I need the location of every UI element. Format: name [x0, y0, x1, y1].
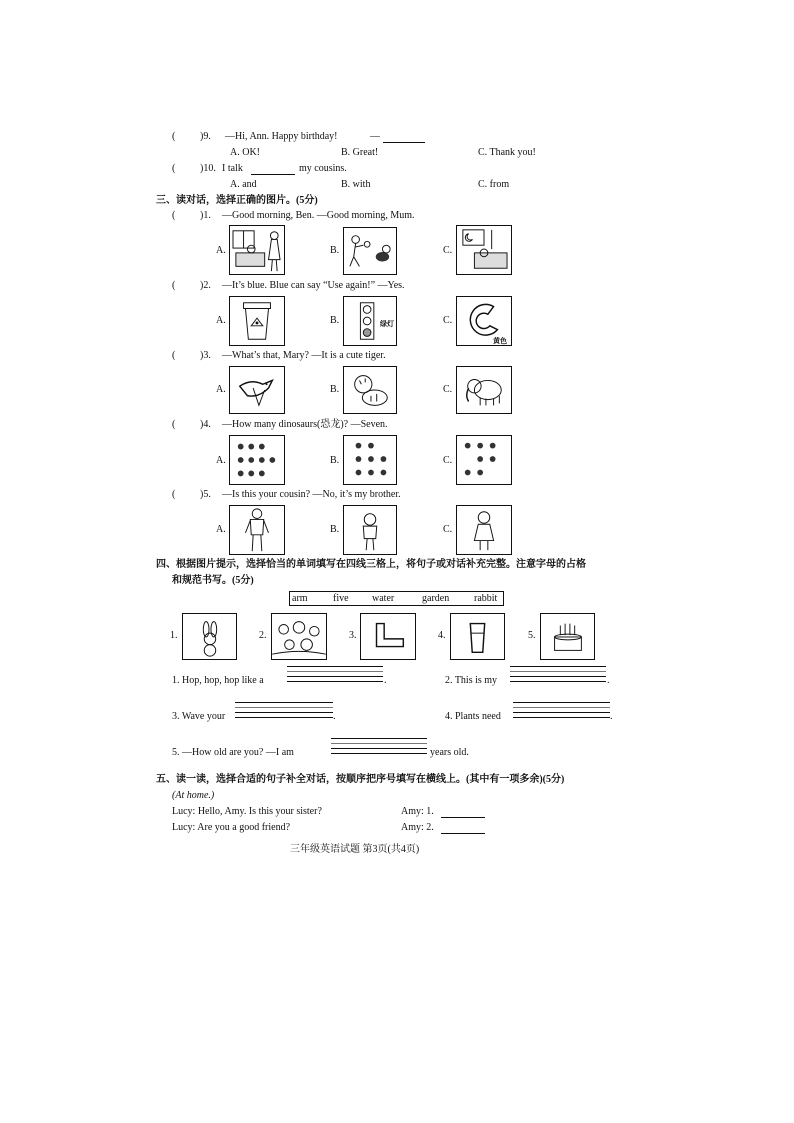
- part5-heading: 五、读一读，选择合适的句子补全对话，按顺序把序号填写在横线上。(其中有一项多余)(5分): [156, 774, 565, 785]
- q10-text-2: my cousins.: [299, 163, 347, 174]
- picture-mum-waking-boy[interactable]: [229, 225, 285, 275]
- q9-text: —Hi, Ann. Happy birthday!: [225, 131, 338, 142]
- picture-boy[interactable]: [343, 505, 397, 555]
- sentence-1: 1. Hop, hop, hop like a: [172, 675, 264, 686]
- paren-p3-q3: (: [172, 350, 176, 361]
- label-green-light: 绿灯: [380, 320, 394, 328]
- dialog-amy-2: Amy: 2.: [401, 822, 434, 833]
- writing-lines-2[interactable]: [510, 666, 606, 686]
- sentence-2: 2. This is my: [445, 675, 498, 686]
- dialog-lucy-1: Lucy: Hello, Amy. Is this your sister?: [172, 806, 322, 817]
- sentence-2-period: .: [607, 675, 610, 686]
- sentence-4-period: .: [610, 711, 613, 722]
- picture-dinosaurs-a[interactable]: [229, 435, 285, 485]
- picture-dinosaurs-b[interactable]: [343, 435, 397, 485]
- paren-p3-q5: (: [172, 489, 176, 500]
- p3-q2-label-c: C.: [443, 315, 453, 326]
- picture-boy-sleeping-moon[interactable]: [456, 225, 512, 275]
- paren-p3-q1: (: [172, 210, 176, 221]
- sentence-5: 5. —How old are you? —I am: [172, 747, 294, 758]
- p3-q3-text: —What’s that, Mary? —It is a cute tiger.: [222, 350, 386, 361]
- word-rabbit: rabbit: [474, 593, 498, 604]
- sentence-1-period: .: [384, 675, 387, 686]
- p3-q4-label-b: B.: [330, 455, 340, 466]
- picture-boy-playing-dog[interactable]: [343, 227, 397, 275]
- part4-heading-line1: 四、根据图片提示，选择恰当的单词填写在四线三格上，将句子或对话补充完整。注意字母的占格: [156, 559, 586, 570]
- p3-q4-number: )4.: [200, 419, 211, 430]
- p3-q2-number: )2.: [200, 280, 211, 291]
- label-yellow: 黄色: [493, 337, 507, 345]
- picture-rabbit[interactable]: [182, 613, 237, 660]
- pic-num-2: 2.: [259, 630, 267, 641]
- p3-q5-text: —Is this your cousin? —No, it’s my brother.: [222, 489, 401, 500]
- p3-q1-label-b: B.: [330, 245, 340, 256]
- dialog-lucy-2: Lucy: Are you a good friend?: [172, 822, 291, 833]
- p3-q5-number: )5.: [200, 489, 211, 500]
- sentence-4: 4. Plants need: [445, 711, 501, 722]
- p3-q1-number: )1.: [200, 210, 211, 221]
- writing-lines-1[interactable]: [287, 666, 383, 686]
- sentence-3: 3. Wave your: [172, 711, 226, 722]
- paren-q9: (: [172, 131, 176, 142]
- p3-q2-text: —It’s blue. Blue can say “Use again!” —Yes.: [222, 280, 405, 291]
- dialog-amy-1: Amy: 1.: [401, 806, 434, 817]
- sentence-3-period: .: [333, 711, 336, 722]
- paren-p3-q2: (: [172, 280, 176, 291]
- p3-q1-label-c: C.: [443, 245, 453, 256]
- word-arm: arm: [292, 593, 308, 604]
- paren-p3-q4: (: [172, 419, 176, 430]
- q10-option-c: C. from: [478, 179, 510, 190]
- paren-q10: (: [172, 163, 176, 174]
- p3-q5-label-a: A.: [216, 524, 226, 535]
- word-garden: garden: [422, 593, 450, 604]
- word-water: water: [372, 593, 395, 604]
- picture-man[interactable]: [229, 505, 285, 555]
- q10-option-b: B. with: [341, 179, 371, 190]
- dialog-blank-2[interactable]: [441, 833, 485, 834]
- picture-girl[interactable]: [456, 505, 512, 555]
- word-bank: [289, 591, 504, 606]
- q9-option-c: C. Thank you!: [478, 147, 536, 158]
- p3-q4-label-c: C.: [443, 455, 453, 466]
- p3-q5-label-c: C.: [443, 524, 453, 535]
- picture-dinosaurs-c[interactable]: [456, 435, 512, 485]
- picture-water-glass[interactable]: [450, 613, 505, 660]
- pic-num-1: 1.: [170, 630, 178, 641]
- p3-q3-label-b: B.: [330, 384, 340, 395]
- word-five: five: [333, 593, 349, 604]
- dialog-blank-1[interactable]: [441, 817, 485, 818]
- p3-q1-text: —Good morning, Ben. —Good morning, Mum.: [222, 210, 415, 221]
- picture-tiger[interactable]: [343, 366, 397, 414]
- q10-answer-blank[interactable]: [251, 174, 295, 175]
- page-footer: 三年级英语试题 第3页(共4页): [290, 844, 420, 855]
- pic-num-5: 5.: [528, 630, 536, 641]
- p3-q2-label-b: B.: [330, 315, 340, 326]
- pic-num-3: 3.: [349, 630, 357, 641]
- pic-num-4: 4.: [438, 630, 446, 641]
- writing-lines-5[interactable]: [331, 738, 427, 758]
- q10-option-a: A. and: [230, 179, 257, 190]
- part4-heading-line2: 和规范书写。(5分): [172, 575, 254, 586]
- picture-garden[interactable]: [271, 613, 327, 660]
- sentence-5-end: years old.: [430, 747, 469, 758]
- p3-q3-label-c: C.: [443, 384, 453, 395]
- p3-q1-label-a: A.: [216, 245, 226, 256]
- picture-bird[interactable]: [229, 366, 285, 414]
- picture-recycle-bin[interactable]: [229, 296, 285, 346]
- q10-number: )10.: [200, 163, 216, 174]
- q9-number: )9.: [200, 131, 211, 142]
- q10-text-1: I talk: [222, 163, 243, 174]
- part5-scene: (At home.): [172, 790, 215, 801]
- p3-q3-number: )3.: [200, 350, 211, 361]
- p3-q5-label-b: B.: [330, 524, 340, 535]
- q9-answer-blank[interactable]: [383, 142, 425, 143]
- p3-q2-label-a: A.: [216, 315, 226, 326]
- picture-arm[interactable]: [360, 613, 416, 660]
- p3-q4-label-a: A.: [216, 455, 226, 466]
- q9-option-a: A. OK!: [230, 147, 260, 158]
- picture-elephant[interactable]: [456, 366, 512, 414]
- part3-heading: 三、读对话，选择正确的图片。(5分): [156, 195, 318, 206]
- picture-birthday-cake[interactable]: [540, 613, 595, 660]
- p3-q4-text: —How many dinosaurs(恐龙)? —Seven.: [222, 419, 388, 430]
- q9-reply: —: [370, 131, 380, 142]
- writing-lines-3[interactable]: [235, 702, 333, 722]
- p3-q3-label-a: A.: [216, 384, 226, 395]
- q9-option-b: B. Great!: [341, 147, 379, 158]
- writing-lines-4[interactable]: [513, 702, 610, 722]
